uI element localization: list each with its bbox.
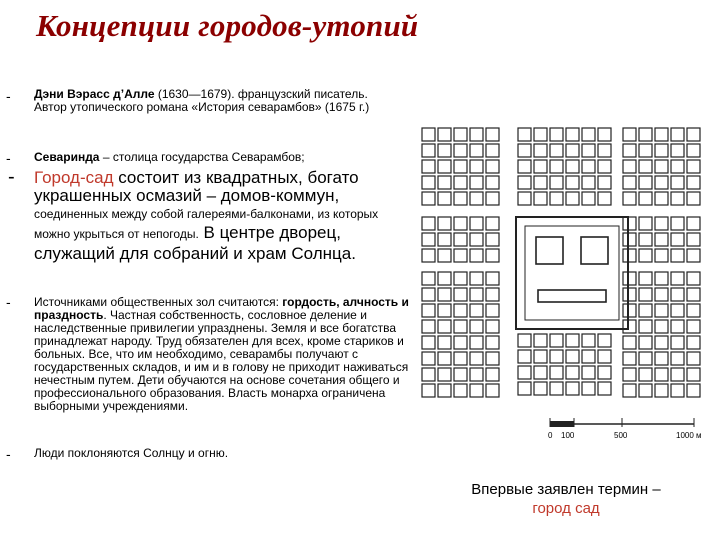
city-block <box>470 160 483 173</box>
scale-label-500: 500 <box>614 431 628 440</box>
city-block <box>598 382 611 395</box>
city-block <box>422 352 435 365</box>
city-block <box>582 192 595 205</box>
city-block <box>518 334 531 347</box>
city-block <box>655 304 668 317</box>
city-block <box>486 320 499 333</box>
city-block <box>639 368 652 381</box>
bullet-dash: - <box>8 166 15 188</box>
city-block <box>486 272 499 285</box>
city-block <box>623 320 636 333</box>
city-block <box>623 217 636 230</box>
city-blocks-grid <box>422 128 700 397</box>
city-block <box>534 160 547 173</box>
city-block <box>438 272 451 285</box>
city-block <box>623 272 636 285</box>
city-block <box>687 144 700 157</box>
author-name: Дэни Вэрасс д’Алле <box>34 87 155 101</box>
evils-intro: Источниками общественных зол считаются: <box>34 295 283 309</box>
caption-term: город сад <box>532 499 600 517</box>
city-block <box>598 350 611 363</box>
city-block <box>687 217 700 230</box>
city-block <box>623 304 636 317</box>
city-block <box>671 304 684 317</box>
city-block <box>566 334 579 347</box>
city-block <box>671 160 684 173</box>
city-block <box>422 128 435 141</box>
author-desc: (1630—1679). французский писатель. Автор утопического романа «История севарамбов» (1675 г.) <box>34 87 370 114</box>
city-block <box>582 350 595 363</box>
palace-text: В центре дворец, служащий для собраний и храм Солнца. <box>34 223 356 264</box>
city-block <box>534 334 547 347</box>
city-block <box>470 336 483 349</box>
city-block <box>639 192 652 205</box>
city-block <box>454 160 467 173</box>
city-block <box>422 384 435 397</box>
bullet-dash: - <box>6 294 11 310</box>
city-block <box>438 233 451 246</box>
city-block <box>639 249 652 262</box>
city-block <box>534 128 547 141</box>
city-block <box>470 272 483 285</box>
city-block <box>655 336 668 349</box>
city-block <box>470 233 483 246</box>
page-title: Концепции городов-утопий <box>36 8 419 43</box>
city-block <box>422 160 435 173</box>
city-block <box>687 160 700 173</box>
city-block <box>438 336 451 349</box>
city-block <box>582 144 595 157</box>
city-block <box>438 217 451 230</box>
city-block <box>454 176 467 189</box>
city-plan-image <box>418 122 718 452</box>
city-block <box>655 233 668 246</box>
city-block <box>438 352 451 365</box>
city-block <box>687 336 700 349</box>
city-block <box>639 272 652 285</box>
city-block <box>566 160 579 173</box>
city-block <box>655 368 668 381</box>
city-block <box>550 160 563 173</box>
city-block <box>550 192 563 205</box>
city-block <box>582 160 595 173</box>
sevarinda-term: Севаринда <box>34 150 100 164</box>
city-block <box>422 336 435 349</box>
galleries-text: соединенных между собой галереями-балконами, из которых можно укрыться от непогоды. <box>34 207 379 241</box>
city-block <box>687 128 700 141</box>
city-block <box>671 144 684 157</box>
city-block <box>550 382 563 395</box>
city-block <box>454 272 467 285</box>
city-block <box>655 288 668 301</box>
city-block <box>671 336 684 349</box>
city-block <box>671 352 684 365</box>
city-block <box>623 384 636 397</box>
city-block <box>582 128 595 141</box>
city-block <box>623 368 636 381</box>
city-block <box>639 320 652 333</box>
city-block <box>687 176 700 189</box>
city-block <box>671 192 684 205</box>
city-block <box>687 368 700 381</box>
city-block <box>655 128 668 141</box>
city-block <box>582 366 595 379</box>
city-block <box>639 288 652 301</box>
city-block <box>486 160 499 173</box>
city-block <box>566 176 579 189</box>
city-block <box>486 336 499 349</box>
city-block <box>582 382 595 395</box>
city-block <box>623 233 636 246</box>
city-block <box>518 382 531 395</box>
city-block <box>534 350 547 363</box>
bullet-dash: - <box>6 446 11 462</box>
city-block <box>518 160 531 173</box>
city-block <box>550 334 563 347</box>
city-block <box>687 320 700 333</box>
city-block <box>454 233 467 246</box>
city-block <box>486 384 499 397</box>
city-block <box>454 144 467 157</box>
city-block <box>687 233 700 246</box>
city-block <box>470 176 483 189</box>
city-block <box>534 382 547 395</box>
evils-desc: . Частная собственность, сословное деление и наследственные привилегии упразднены. Земля и все богатства принадлежат народу. Труд обязателен для всех, кроме стариков и больных. Все, что им необходимо, севарамбы получают с государственных складов, и им и в голову не приходит наживаться нечестным путем. Дети обучаются на основе сочетания общего и профессионального образования. Власть монарха ограничена выборными учреждениями. <box>34 307 409 413</box>
city-block <box>671 320 684 333</box>
city-block <box>598 334 611 347</box>
city-block <box>438 128 451 141</box>
city-block <box>438 304 451 317</box>
city-block <box>639 160 652 173</box>
city-block <box>550 128 563 141</box>
city-block <box>639 384 652 397</box>
city-block <box>470 249 483 262</box>
city-block <box>438 176 451 189</box>
city-block <box>598 366 611 379</box>
city-block <box>598 176 611 189</box>
bullet-dash: - <box>6 150 11 166</box>
city-block <box>655 192 668 205</box>
city-block <box>534 366 547 379</box>
city-block <box>623 352 636 365</box>
city-block <box>438 368 451 381</box>
scale-label-100: 100 <box>561 431 575 440</box>
city-block <box>687 384 700 397</box>
city-block <box>422 192 435 205</box>
city-block <box>454 304 467 317</box>
city-block <box>639 336 652 349</box>
scale-label-1000: 1000 м <box>676 431 702 440</box>
city-block <box>422 249 435 262</box>
city-block <box>566 192 579 205</box>
sevarinda-desc: – столица государства Севарамбов; <box>99 150 305 164</box>
city-block <box>422 368 435 381</box>
city-block <box>687 288 700 301</box>
city-block <box>639 352 652 365</box>
city-block <box>534 144 547 157</box>
city-block <box>470 217 483 230</box>
city-block <box>687 352 700 365</box>
city-block <box>470 144 483 157</box>
city-block <box>639 304 652 317</box>
city-block <box>671 233 684 246</box>
city-block <box>486 176 499 189</box>
list-item-sun-worship: Люди поклоняются Солнцу и огню. <box>34 446 229 460</box>
city-block <box>438 160 451 173</box>
city-block <box>598 128 611 141</box>
city-block <box>623 336 636 349</box>
city-block <box>623 160 636 173</box>
city-block <box>486 368 499 381</box>
city-block <box>438 384 451 397</box>
city-block <box>550 176 563 189</box>
city-block <box>655 272 668 285</box>
city-block <box>566 128 579 141</box>
city-block <box>655 384 668 397</box>
city-block <box>454 336 467 349</box>
city-block <box>639 128 652 141</box>
city-block <box>438 192 451 205</box>
city-block <box>671 249 684 262</box>
city-block <box>470 192 483 205</box>
scale-label-0: 0 <box>548 431 553 440</box>
city-block <box>470 288 483 301</box>
city-block <box>470 368 483 381</box>
city-block <box>566 382 579 395</box>
city-block <box>422 288 435 301</box>
city-block <box>534 176 547 189</box>
city-block <box>671 368 684 381</box>
caption-line-1: Впервые заявлен термин – <box>471 481 661 498</box>
city-block <box>486 304 499 317</box>
scale-bar <box>548 418 702 440</box>
city-block <box>486 352 499 365</box>
city-block <box>470 384 483 397</box>
city-block <box>623 192 636 205</box>
city-block <box>671 217 684 230</box>
city-block <box>550 366 563 379</box>
city-block <box>687 272 700 285</box>
city-block <box>486 144 499 157</box>
city-block <box>422 217 435 230</box>
city-block <box>486 249 499 262</box>
garden-city-desc: состоит из квадратных, богато украшенных осмазий – домов-коммун, <box>34 168 359 205</box>
city-block <box>454 384 467 397</box>
city-block <box>655 176 668 189</box>
central-square <box>516 217 628 329</box>
city-block <box>550 350 563 363</box>
city-block <box>518 176 531 189</box>
city-block <box>598 144 611 157</box>
city-block <box>470 128 483 141</box>
city-block <box>454 192 467 205</box>
city-block <box>454 217 467 230</box>
city-block <box>639 176 652 189</box>
city-block <box>639 217 652 230</box>
city-block <box>655 144 668 157</box>
city-block <box>655 249 668 262</box>
city-block <box>671 288 684 301</box>
city-block <box>454 128 467 141</box>
city-block <box>486 128 499 141</box>
city-block <box>422 144 435 157</box>
city-block <box>422 233 435 246</box>
city-block <box>687 249 700 262</box>
evils-list: гордость, алчность и праздность <box>34 295 409 322</box>
city-block <box>671 272 684 285</box>
city-block <box>566 144 579 157</box>
city-block <box>454 249 467 262</box>
city-block <box>486 217 499 230</box>
city-block <box>582 334 595 347</box>
city-block <box>566 350 579 363</box>
city-block <box>566 366 579 379</box>
garden-city-term: Город-сад <box>34 168 114 187</box>
city-block <box>470 352 483 365</box>
city-block <box>582 176 595 189</box>
list-item-garden-city <box>34 169 404 205</box>
city-block <box>598 192 611 205</box>
city-block <box>550 144 563 157</box>
city-block <box>687 304 700 317</box>
city-block <box>454 288 467 301</box>
city-block <box>671 128 684 141</box>
city-block <box>470 304 483 317</box>
city-block <box>518 192 531 205</box>
city-block <box>623 128 636 141</box>
city-block <box>422 272 435 285</box>
city-block <box>639 144 652 157</box>
city-block <box>486 288 499 301</box>
city-block <box>518 350 531 363</box>
city-block <box>623 249 636 262</box>
list-item-social-evils <box>34 296 412 413</box>
city-block <box>454 320 467 333</box>
city-block <box>422 320 435 333</box>
list-item-sevarinda <box>34 151 379 164</box>
city-block <box>655 217 668 230</box>
city-block <box>639 233 652 246</box>
city-block <box>438 288 451 301</box>
city-block <box>486 192 499 205</box>
city-block <box>422 304 435 317</box>
city-block <box>454 352 467 365</box>
city-block <box>534 192 547 205</box>
city-block <box>623 288 636 301</box>
city-block <box>470 320 483 333</box>
city-block <box>655 352 668 365</box>
city-block <box>438 249 451 262</box>
city-block <box>518 128 531 141</box>
city-block <box>422 176 435 189</box>
garden-city-continuation <box>34 207 404 265</box>
list-item-author <box>34 88 379 114</box>
city-block <box>454 368 467 381</box>
city-block <box>598 160 611 173</box>
city-block <box>687 192 700 205</box>
city-block <box>518 366 531 379</box>
city-block <box>438 320 451 333</box>
city-block <box>655 160 668 173</box>
caption <box>416 481 716 519</box>
city-block <box>486 233 499 246</box>
city-block <box>438 144 451 157</box>
city-block <box>671 176 684 189</box>
city-block <box>655 320 668 333</box>
city-block <box>671 384 684 397</box>
bullet-dash: - <box>6 88 11 104</box>
city-block <box>518 144 531 157</box>
city-block <box>623 144 636 157</box>
city-block <box>623 176 636 189</box>
